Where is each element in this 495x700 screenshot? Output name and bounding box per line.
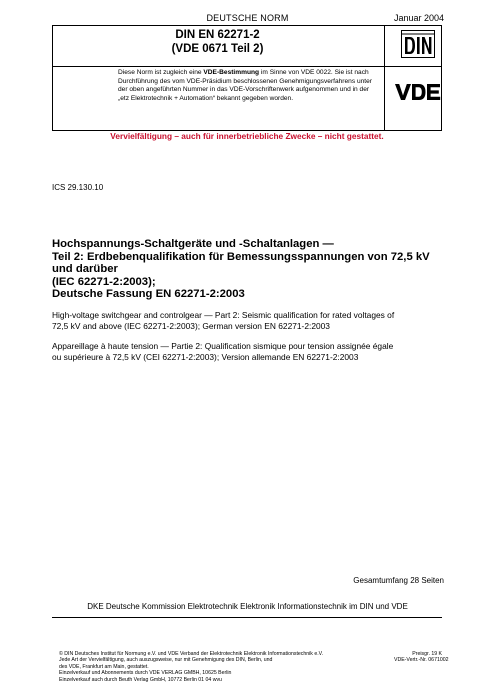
- sales-line: Einzelverkauf und Abonnements durch VDE VERLAG GMBH, 10625 Berlin: [59, 670, 232, 677]
- price-group: Preisgr. 19 K: [412, 651, 442, 657]
- total-pages: Gesamtumfang 28 Seiten: [353, 576, 444, 585]
- title-english: [52, 310, 442, 331]
- title-german: [52, 238, 442, 301]
- title-german-line: (IEC 62271-2:2003);: [52, 275, 156, 288]
- title-german-line: Deutsche Fassung EN 62271-2:2003: [52, 288, 245, 301]
- standard-number-line: (VDE 0671 Teil 2): [171, 43, 264, 55]
- copyright-line: des VDE, Frankfurt am Main, gestattet.: [59, 663, 149, 670]
- frame-divider-top: [53, 66, 441, 67]
- copyright-line: Jede Art der Vervielfältigung, auch auszugsweise, nur mit Genehmigung des DIN, Berlin, und: [59, 657, 273, 664]
- copyright-block: [59, 651, 399, 683]
- publication-date: Januar 2004: [393, 13, 444, 23]
- footer-rule: [52, 617, 442, 618]
- copyright-line: © DIN Deutsches Institut für Normung e.V. und VDE Verband der Elektrotechnik Elektronik Informationstechnik e.V.: [59, 651, 324, 657]
- title-french: [52, 341, 442, 362]
- vde-note-bold: VDE-Bestimmung: [203, 69, 260, 76]
- title-german-line: Hochspannungs-Schaltgeräte und -Schaltanlagen —: [52, 238, 334, 250]
- title-english-line: 72,5 kV and above (IEC 62271-2:2003); German version EN 62271-2:2003: [52, 320, 330, 331]
- price-block: [394, 651, 449, 664]
- title-english-line: High-voltage switchgear and controlgear — Part 2: Seismic qualification for rated voltages of: [52, 310, 395, 320]
- norm-type-label: DEUTSCHE NORM: [206, 13, 289, 23]
- sales-line: Einzelverkauf auch durch Beuth Verlag GmbH, 10772 Berlin 01 04 wvu: [59, 676, 222, 683]
- din-logo: [401, 30, 435, 58]
- title-french-line: ou supérieure à 72,5 kV (CEI 62271-2:2003); Version allemande EN 62271-2:2003: [52, 351, 359, 362]
- title-german-line: und darüber: [52, 263, 118, 276]
- title-french-line: Appareillage à haute tension — Partie 2: Qualification sismique pour tension assignée égale: [52, 341, 394, 351]
- dke-commission: DKE Deutsche Kommission Elektrotechnik Elektronik Informationstechnik im DIN und VDE: [87, 602, 408, 611]
- vde-regulation-note: [118, 69, 373, 103]
- vde-contract-number: VDE-Vertr.-Nr. 0671002: [394, 657, 449, 664]
- frame-divider-vertical: [384, 26, 385, 130]
- standard-number: [52, 28, 383, 56]
- vde-logo: [395, 83, 441, 101]
- ics-code: ICS 29.130.10: [52, 183, 104, 192]
- vde-note-part1: Diese Norm ist zugleich eine: [118, 69, 204, 76]
- vde-note-part2: im Sinne von VDE 0022. Sie ist nach Durchführung des vom VDE-Präsidium beschlossenen Genehmigungsverfahrens unter der oben angeführten Nummer in das VDE-Vorschriftenwerk aufgenommen und in der „etz Elektrotechnik + Automation“ bekannt gegeben worden.: [118, 69, 372, 102]
- standard-number-line: DIN EN 62271-2: [175, 29, 260, 41]
- reproduction-warning: Vervielfältigung – auch für innerbetriebliche Zwecke – nicht gestattet.: [110, 131, 384, 141]
- title-german-line: Teil 2: Erdbebenqualifikation für Bemessungsspannungen von 72,5 kV: [52, 250, 430, 263]
